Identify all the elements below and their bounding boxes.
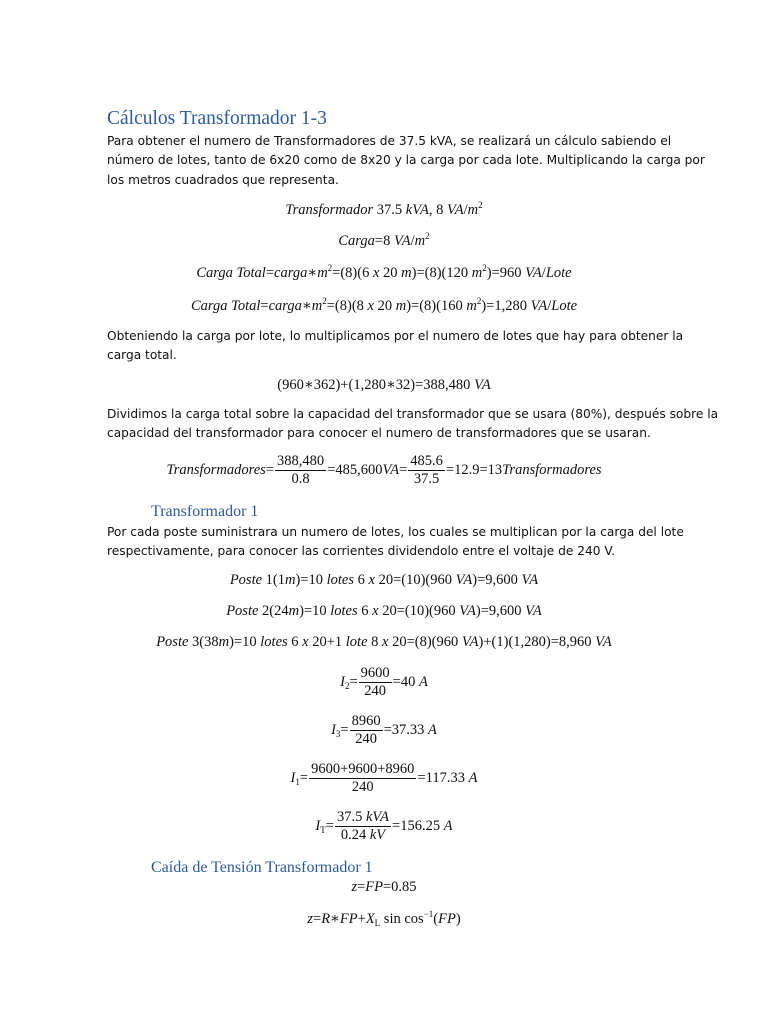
eq-term: A <box>428 721 437 738</box>
equation-i3 <box>0 713 768 748</box>
eq-subscript: 1 <box>295 776 300 787</box>
fraction-denominator: 37.5 <box>413 471 440 487</box>
eq-exponent: −1 <box>423 909 434 919</box>
fraction-numerator: 9600+9600+8960 <box>311 761 415 777</box>
eq-term: =40 <box>392 673 416 690</box>
paragraph-line: carga total. <box>107 348 177 363</box>
fraction-numerator <box>335 809 391 827</box>
eq-term: ∗ <box>301 298 312 314</box>
eq-term: / <box>410 233 415 249</box>
eq-term: 6 <box>361 603 369 619</box>
eq-term: lotes <box>260 634 288 650</box>
fraction <box>335 809 391 844</box>
eq-term: = <box>299 769 309 786</box>
section-heading-calculos: Cálculos Transformador 1-3 <box>107 108 327 129</box>
eq-term: I <box>315 817 321 834</box>
eq-term: = <box>357 879 366 895</box>
eq-term: =(8)(8 <box>326 298 364 314</box>
fraction-numerator: 8960 <box>351 713 381 729</box>
eq-term: ) <box>455 911 461 927</box>
eq-term: A <box>468 769 478 786</box>
eq-term: I <box>331 721 336 738</box>
eq-term: Carga Total <box>196 265 266 281</box>
fraction <box>309 761 416 796</box>
eq-term: x <box>382 634 389 650</box>
eq-term: =117.33 <box>417 769 465 786</box>
equation-i1 <box>0 761 768 796</box>
eq-term: lotes <box>330 603 358 619</box>
eq-term: m <box>414 233 426 249</box>
eq-term: VA <box>393 233 411 249</box>
eq-term: Carga Total <box>190 298 261 314</box>
eq-exponent: 2 <box>478 200 483 210</box>
eq-term: m <box>288 603 300 619</box>
eq-term: 1(1 <box>265 572 285 588</box>
equation-poste-2 <box>0 601 768 621</box>
eq-exponent: 2 <box>425 231 430 241</box>
eq-term: VA <box>521 572 539 588</box>
eq-term: (960∗362)+(1,280∗32)=388,480 <box>277 377 471 393</box>
eq-term: z <box>351 879 358 895</box>
eq-term: , 8 <box>428 202 444 218</box>
section-heading-caida-tension: Caída de Tensión Transformador 1 <box>151 859 373 876</box>
eq-term: =8 <box>374 233 391 249</box>
eq-term: Poste <box>229 572 263 588</box>
eq-term: ( <box>433 911 439 927</box>
eq-term: = <box>265 265 275 281</box>
eq-term: + <box>357 911 366 927</box>
eq-term: A <box>443 817 453 834</box>
eq-term: 20=(8)(960 <box>392 634 459 650</box>
paragraph-intro <box>107 132 705 190</box>
fraction-numerator: 388,480 <box>277 453 325 469</box>
eq-term: = <box>325 817 334 834</box>
eq-subscript: T <box>320 824 326 835</box>
eq-term: )=960 <box>486 265 522 281</box>
equation-z-formula <box>0 909 768 929</box>
eq-term: VA <box>461 634 479 650</box>
eq-term: )=9,600 <box>475 603 522 619</box>
paragraph-line: Por cada poste suministrara un numero de lotes, los cuales se multiplican por la carga del lote <box>107 525 684 539</box>
eq-term: )=10 <box>229 634 257 650</box>
eq-term: 20=(10)(960 <box>378 572 452 588</box>
eq-term: ∗ <box>330 911 340 927</box>
equation-carga-total <box>0 375 768 395</box>
eq-term: 3(38 <box>192 634 219 650</box>
paragraph-carga-por-lote <box>107 327 684 366</box>
fraction <box>350 713 383 748</box>
eq-term: VA <box>530 298 548 314</box>
eq-term: VA <box>382 461 400 478</box>
eq-term: VA <box>525 603 542 619</box>
fraction <box>275 453 326 488</box>
eq-term: m <box>401 265 412 281</box>
eq-term: x <box>372 265 380 281</box>
eq-term: 8 <box>371 634 379 650</box>
eq-subscript: 3 <box>335 728 341 739</box>
equation-carga-total-8x20 <box>0 296 768 316</box>
section-heading-transformador-1: Transformador 1 <box>151 503 259 520</box>
eq-term: = <box>399 461 408 478</box>
eq-term: VA <box>455 572 473 588</box>
eq-term: 6 <box>291 634 299 650</box>
eq-term: VA <box>474 377 491 393</box>
eq-term: X <box>365 911 375 927</box>
eq-term: VA <box>459 603 476 619</box>
eq-term: kVA <box>405 202 429 218</box>
eq-term: 6 <box>357 572 365 588</box>
eq-term: carga <box>274 265 308 281</box>
eq-term: Lote <box>545 265 572 281</box>
eq-term: lotes <box>326 572 355 588</box>
eq-term: VA <box>525 265 542 281</box>
eq-term: m <box>467 202 479 218</box>
eq-term: I <box>340 673 345 690</box>
eq-term: = <box>349 673 358 690</box>
eq-term: Transformador <box>285 202 374 218</box>
equation-carga-total-6x20 <box>0 263 768 283</box>
eq-term: m <box>471 265 483 281</box>
paragraph-line: respectivamente, para conocer las corrientes dividendolo entre el voltaje de 240 V. <box>107 544 616 559</box>
eq-term: )=(8)(120 <box>411 265 469 281</box>
eq-term: ∗ <box>307 265 318 281</box>
fraction-denominator <box>335 827 391 844</box>
eq-term: =12.9=13 <box>445 461 503 478</box>
eq-term: Carga <box>338 233 375 249</box>
eq-term: carga <box>268 298 302 314</box>
paragraph-line: número de lotes, tanto de 6x20 como de 8x20 y la carga por cada lote. Multiplicando la carga por <box>107 153 705 168</box>
fraction-denominator: 240 <box>355 731 377 747</box>
eq-term: z <box>307 911 313 927</box>
eq-term: Poste <box>226 603 259 619</box>
paragraph-line: capacidad del transformador para conocer el numero de transformadores que se usaran. <box>107 426 651 441</box>
eq-exponent: 2 <box>322 296 327 306</box>
paragraph-dividimos <box>107 405 719 444</box>
paragraph-line: Dividimos la carga total sobre la capacidad del transformador que se usara (80%), después sobre la <box>107 407 719 421</box>
eq-term: m <box>466 298 477 314</box>
fraction <box>359 665 392 700</box>
fraction-denominator: 240 <box>351 779 374 795</box>
eq-term: 0.24 <box>340 827 367 843</box>
eq-term: )=(8)(160 <box>406 298 463 314</box>
equation-poste-3 <box>0 632 768 652</box>
equation-num-transformadores <box>0 453 768 488</box>
eq-term: Lote <box>551 298 578 314</box>
eq-term: 2(24 <box>262 603 289 619</box>
eq-exponent: 2 <box>482 263 487 273</box>
eq-term: x <box>368 572 375 588</box>
eq-term: )=9,600 <box>472 572 518 588</box>
equation-carga <box>0 231 768 251</box>
eq-term: x <box>302 634 309 650</box>
eq-term: FP <box>438 911 456 927</box>
paragraph-line: Para obtener el numero de Transformadores de 37.5 kVA, se realizará un cálculo sabiendo el <box>107 134 672 148</box>
eq-term: )+(1)(1,280)=8,960 <box>478 634 592 650</box>
eq-term: = <box>265 461 275 478</box>
eq-subscript: L <box>374 918 381 928</box>
paragraph-line: Obteniendo la carga por lote, lo multiplicamos por el numero de lotes que hay para obtener la <box>107 329 684 343</box>
fraction-numerator: 485.6 <box>410 453 443 469</box>
paragraph-poste <box>107 523 684 562</box>
eq-subscript: 2 <box>344 680 350 691</box>
eq-term: R <box>321 911 331 927</box>
eq-term: x <box>372 603 379 619</box>
equation-it <box>0 809 768 844</box>
eq-term: 37.5 <box>336 809 363 825</box>
eq-term: Transformadores <box>166 461 266 478</box>
eq-term: FP <box>365 879 383 895</box>
eq-term: / <box>541 265 546 281</box>
eq-term: m <box>311 298 323 314</box>
eq-term: I <box>290 769 296 786</box>
eq-exponent: 2 <box>327 263 333 273</box>
eq-term: =485,600 <box>327 461 383 478</box>
eq-term: FP <box>339 911 358 927</box>
equation-transformador <box>0 200 768 220</box>
fraction-denominator: 0.8 <box>291 471 310 487</box>
eq-term: =(8)(6 <box>332 265 370 281</box>
eq-term: A <box>418 673 428 690</box>
eq-term: / <box>463 202 468 218</box>
eq-term: 20 <box>377 298 393 314</box>
fraction <box>408 453 445 488</box>
eq-term: )=1,280 <box>481 298 527 314</box>
eq-term: x <box>367 298 374 314</box>
eq-term: =37.33 <box>383 721 425 738</box>
eq-term: m <box>218 634 230 650</box>
eq-term: = <box>313 911 322 927</box>
eq-term: = <box>260 298 269 314</box>
eq-term: m <box>285 572 296 588</box>
eq-term: 37.5 <box>376 202 403 218</box>
eq-term: m <box>395 298 407 314</box>
eq-term: =156.25 <box>392 817 441 834</box>
eq-term: )=10 <box>299 603 327 619</box>
eq-term: m <box>317 265 328 281</box>
eq-term: / <box>547 298 552 314</box>
fraction-denominator: 240 <box>364 683 387 699</box>
eq-term: VA <box>447 202 464 218</box>
eq-term: = <box>340 721 349 738</box>
eq-term: )=10 <box>295 572 323 588</box>
eq-term: kV <box>369 827 386 843</box>
eq-term: sin cos <box>383 911 424 927</box>
eq-term: lote <box>345 634 368 650</box>
eq-term: kVA <box>365 809 390 825</box>
eq-term: =0.85 <box>383 879 417 895</box>
paragraph-line: los metros cuadrados que representa. <box>107 172 339 187</box>
equation-i2 <box>0 665 768 700</box>
equation-z-fp <box>0 877 768 897</box>
eq-term: 20=(10)(960 <box>382 603 456 619</box>
eq-term: VA <box>595 634 612 650</box>
eq-term: Poste <box>156 634 189 650</box>
eq-exponent: 2 <box>476 296 482 306</box>
eq-term: 20 <box>383 265 398 281</box>
equation-poste-1 <box>0 570 768 590</box>
eq-term: 20+1 <box>312 634 343 650</box>
fraction-numerator: 9600 <box>360 665 390 681</box>
eq-term: Transformadores <box>502 461 602 478</box>
